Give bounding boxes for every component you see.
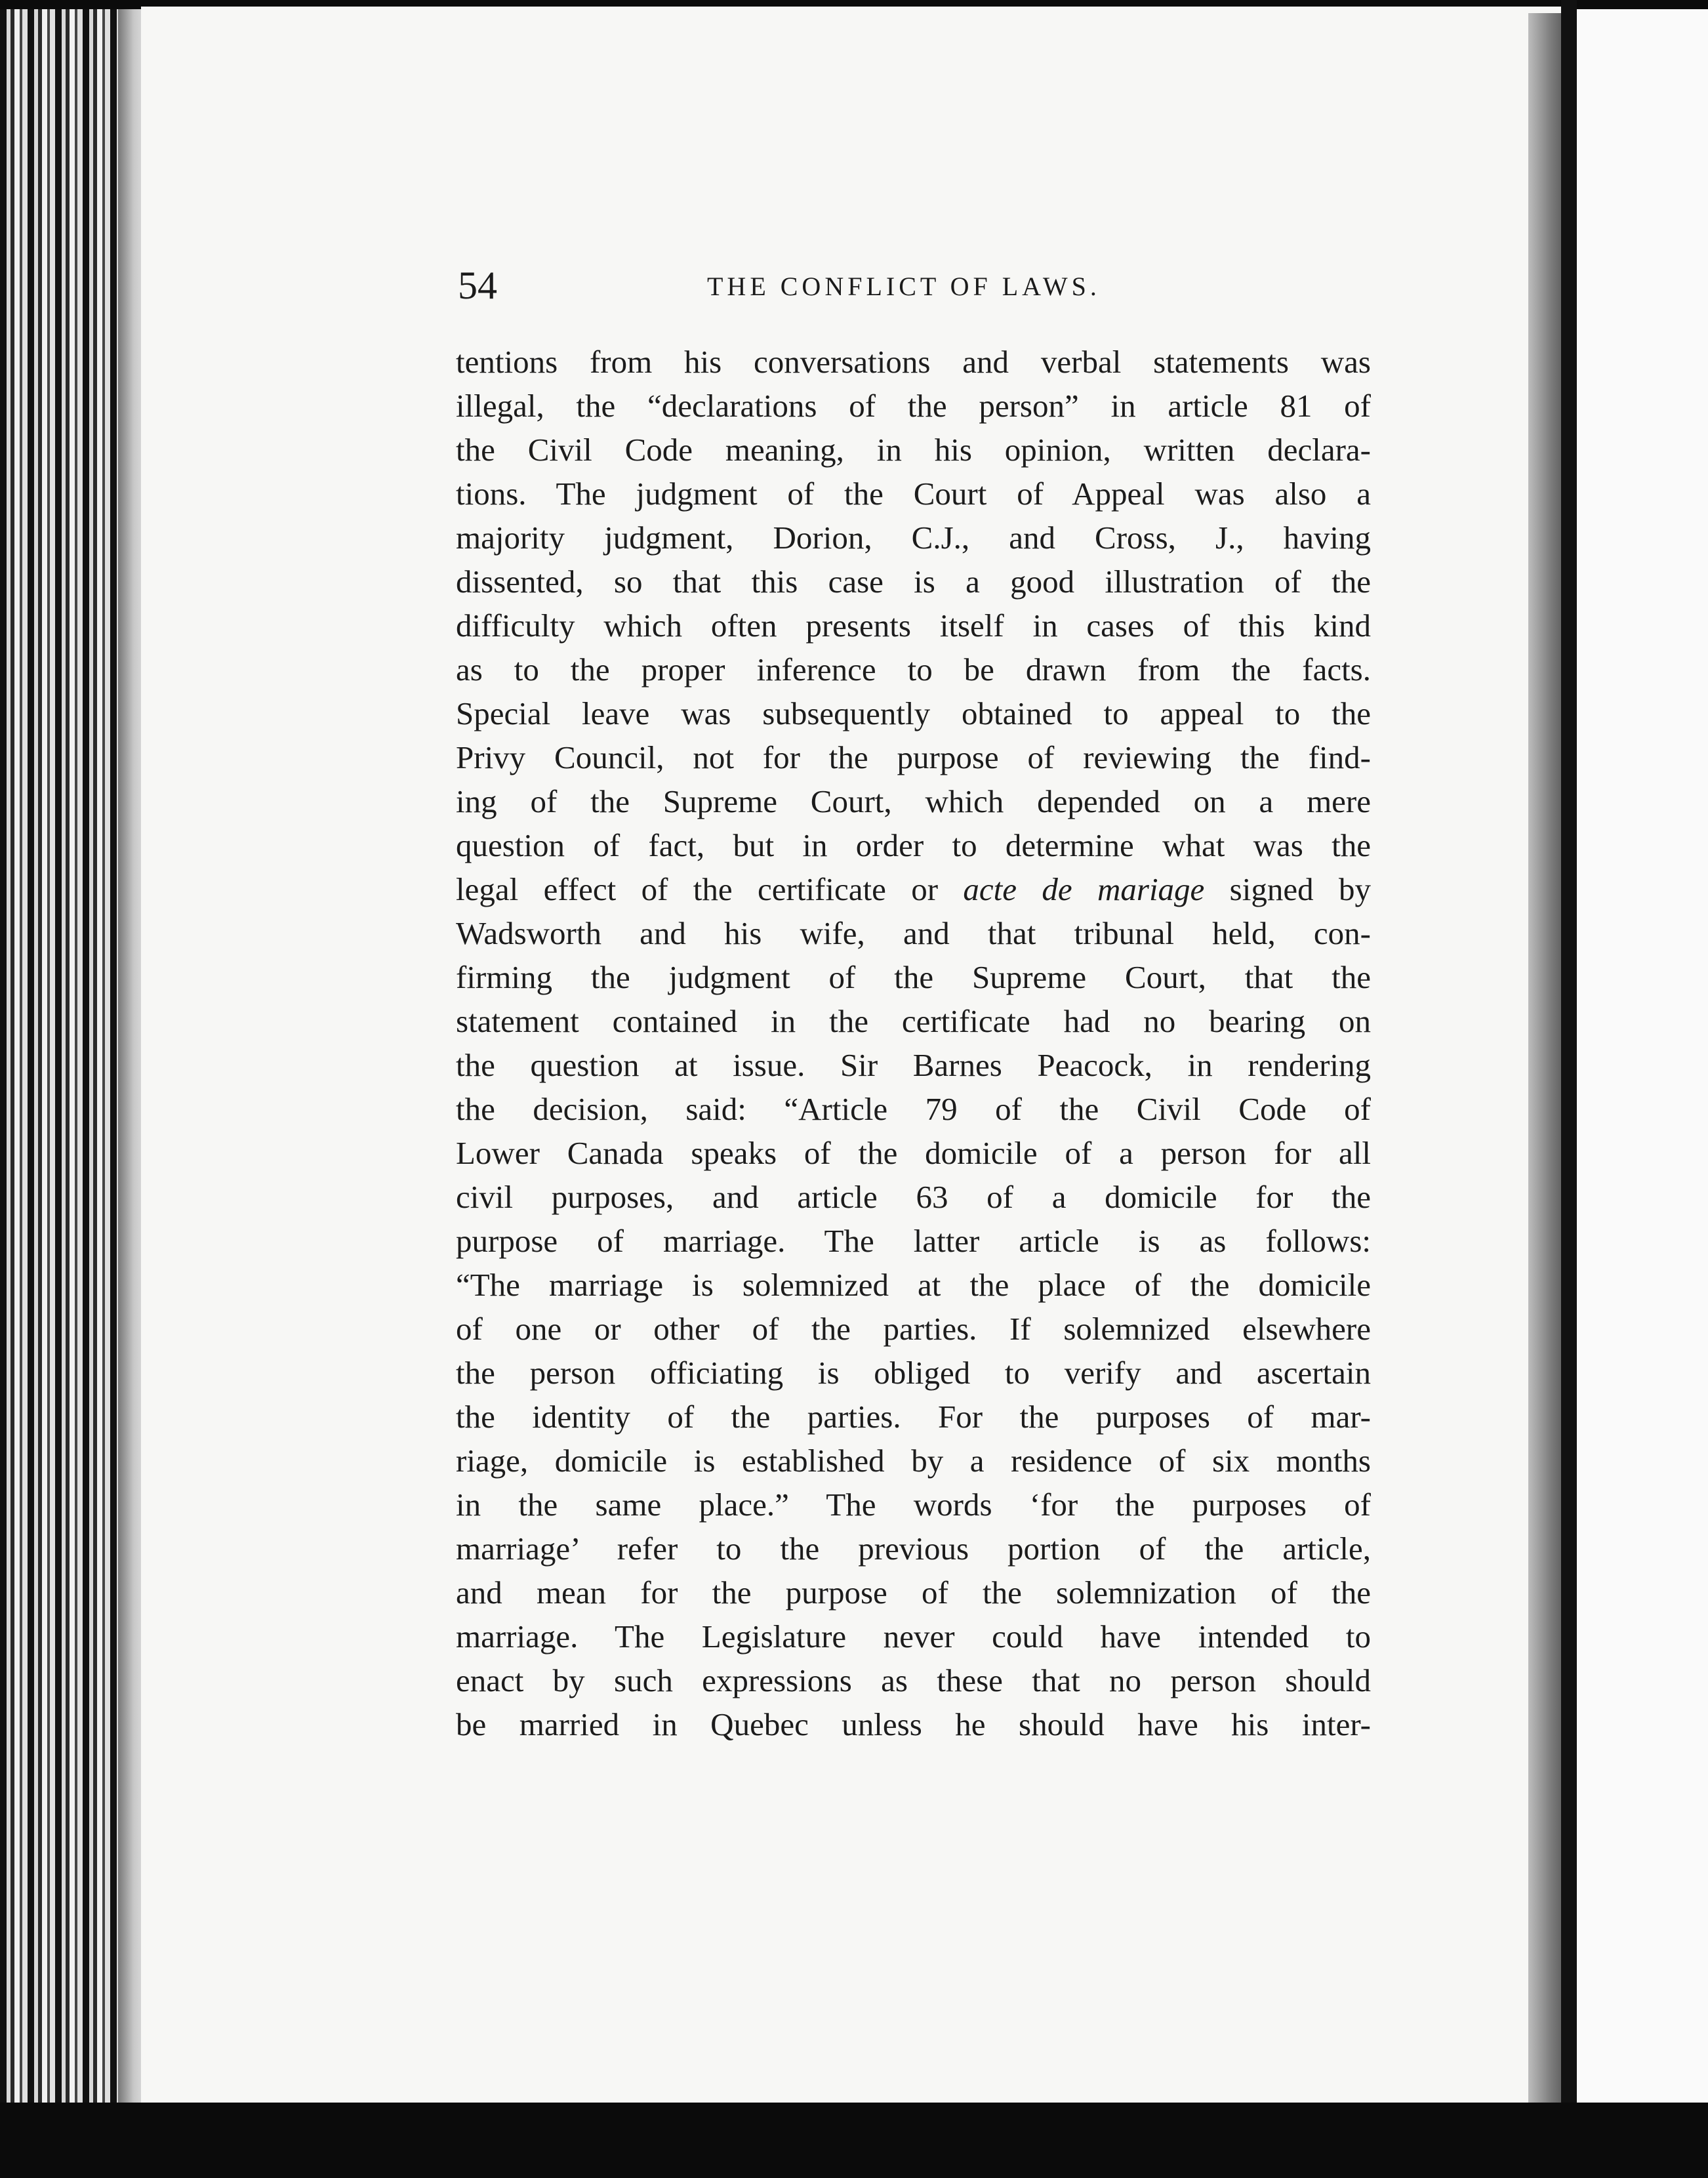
text-line: marriage. The Legislature never could have intended to [456, 1618, 1371, 1654]
text-line: firming the judgment of the Supreme Court, that the [456, 959, 1371, 995]
text-line: the decision, said: “Article 79 of the Civil Code of [456, 1091, 1371, 1127]
italic-phrase: acte de mariage [963, 871, 1205, 907]
text-line: question of fact, but in order to determine what was the [456, 827, 1371, 863]
text-line: in the same place.” The words ‘for the purposes of [456, 1487, 1371, 1523]
page-number: 54 [458, 264, 497, 307]
text-line: ing of the Supreme Court, which depended on a mere [456, 783, 1371, 819]
body-text [456, 340, 1371, 1746]
text-line: the Civil Code meaning, in his opinion, written declara- [456, 432, 1371, 468]
text-line: and mean for the purpose of the solemnization of the [456, 1574, 1371, 1611]
text-line: Privy Council, not for the purpose of reviewing the find- [456, 739, 1371, 775]
text-line: be married in Quebec unless he should have his inter- [456, 1706, 1371, 1742]
text-line: riage, domicile is established by a residence of six months [456, 1443, 1371, 1479]
text-segment: legal effect of the certificate or [456, 871, 964, 907]
bottom-border [0, 2103, 1708, 2178]
facing-page-strip [1577, 9, 1708, 2103]
running-head [458, 259, 1376, 312]
text-line: dissented, so that this case is a good illustration of the [456, 564, 1371, 600]
text-line: Lower Canada speaks of the domicile of a person for all [456, 1135, 1371, 1171]
text-line: the question at issue. Sir Barnes Peacock, in rendering [456, 1047, 1371, 1083]
text-line: statement contained in the certificate had no bearing on [456, 1003, 1371, 1039]
text-line: of one or other of the parties. If solemnized elsewhere [456, 1311, 1371, 1347]
text-line: Special leave was subsequently obtained to appeal to the [456, 695, 1371, 731]
text-line: the person officiating is obliged to verify and ascertain [456, 1355, 1371, 1391]
text-line: tions. The judgment of the Court of Appeal was also a [456, 476, 1371, 512]
gutter-right [1561, 0, 1577, 2178]
text-line: illegal, the “declarations of the person” in article 81 of [456, 388, 1371, 424]
text-line: “The marriage is solemnized at the place of the domicile [456, 1267, 1371, 1303]
text-line: marriage’ refer to the previous portion of the article, [456, 1531, 1371, 1567]
text-line: Wadsworth and his wife, and that tribunal held, con- [456, 915, 1371, 951]
running-title: THE CONFLICT OF LAWS. [707, 272, 1101, 301]
text-line: as to the proper inference to be drawn from the facts. [456, 651, 1371, 688]
text-line-with-italic [456, 867, 1371, 911]
text-line: purpose of marriage. The latter article is as follows: [456, 1223, 1371, 1259]
text-line: civil purposes, and article 63 of a domicile for the [456, 1179, 1371, 1215]
text-line: tentions from his conversations and verbal statements was [456, 344, 1371, 380]
text-line: enact by such expressions as these that no person should [456, 1662, 1371, 1698]
text-line: difficulty which often presents itself in cases of this kind [456, 607, 1371, 644]
text-line: majority judgment, Dorion, C.J., and Cross, J., having [456, 520, 1371, 556]
text-segment: signed by [1204, 871, 1371, 907]
text-line: the identity of the parties. For the purposes of mar- [456, 1399, 1371, 1435]
